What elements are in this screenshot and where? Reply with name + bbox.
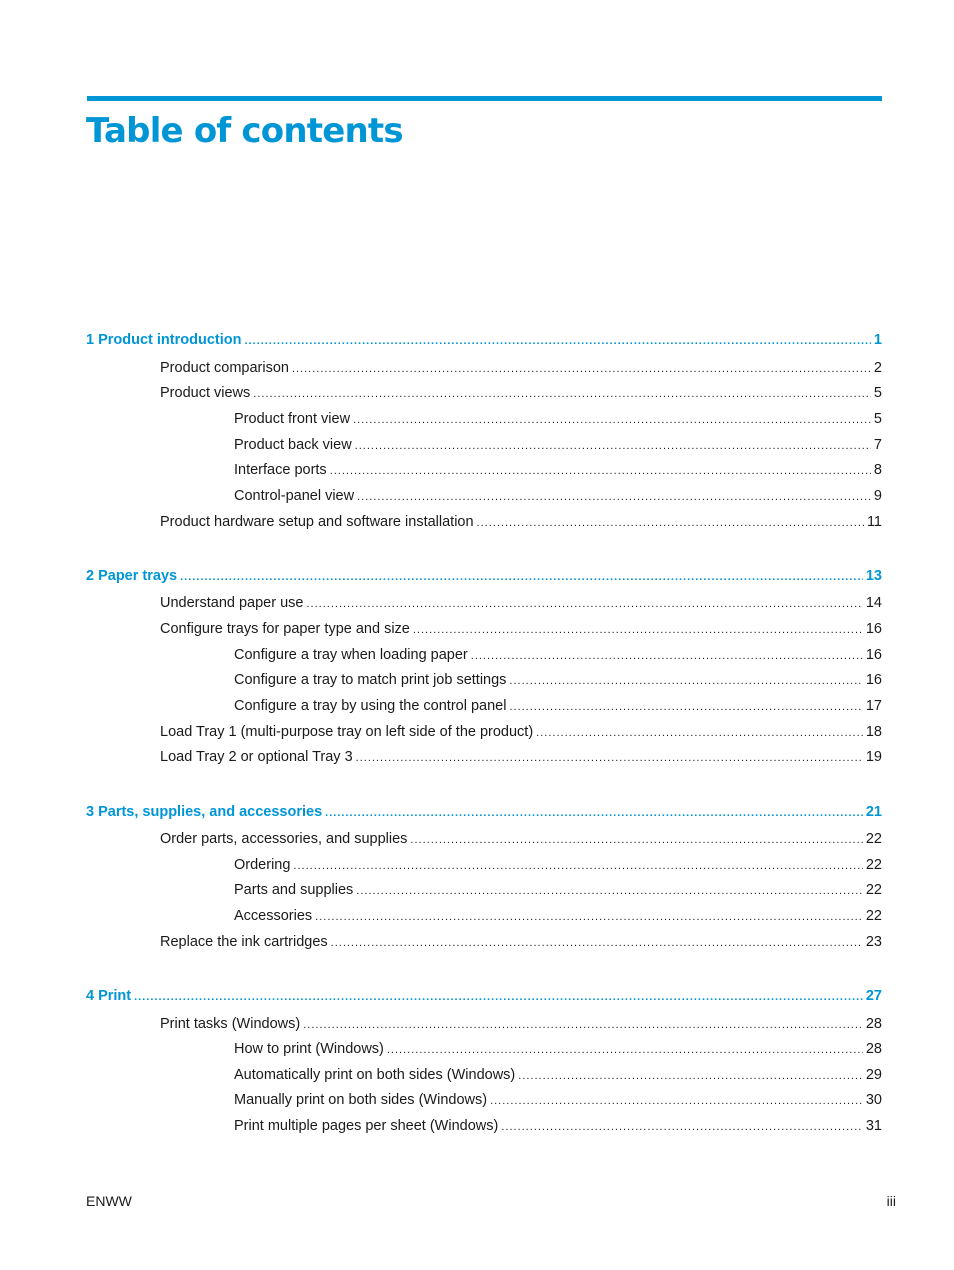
toc-entry-label: Configure a tray to match print job settings [234, 672, 507, 688]
dot-leader [293, 856, 862, 876]
toc-entry-label: Configure a tray when loading paper [234, 647, 468, 663]
toc-entry-label: Parts and supplies [234, 882, 354, 898]
dot-leader [244, 331, 870, 351]
toc-page-number: 1 [873, 332, 882, 348]
toc-entry-link[interactable] [234, 486, 882, 506]
toc-entry-link[interactable] [234, 880, 882, 900]
toc-entry-label: Product back view [234, 437, 352, 453]
toc-entry-label: Order parts, accessories, and supplies [160, 831, 408, 847]
toc-entry-label: 3 Parts, supplies, and accessories [86, 804, 323, 820]
toc-page-number: 5 [873, 385, 882, 401]
dot-leader [536, 723, 863, 743]
toc-entry-link[interactable] [234, 906, 882, 926]
title-rule [87, 96, 882, 101]
toc-entry-label: How to print (Windows) [234, 1041, 384, 1057]
dot-leader [134, 987, 863, 1007]
toc-entry-label: 4 Print [86, 988, 132, 1004]
toc-entry-link[interactable] [234, 645, 882, 665]
toc-page-number: 28 [865, 1041, 882, 1057]
toc-page-number: 22 [865, 882, 882, 898]
dot-leader [325, 803, 863, 823]
dot-leader [331, 933, 863, 953]
toc-page-number: 22 [865, 857, 882, 873]
dot-leader [357, 487, 871, 507]
toc-entry-link[interactable] [234, 435, 882, 455]
toc-page-number: 27 [865, 988, 882, 1004]
toc-page-number: 9 [873, 488, 882, 504]
toc-page-number: 13 [865, 568, 882, 584]
toc-page-number: 22 [865, 831, 882, 847]
toc-entry-label: Replace the ink cartridges [160, 934, 328, 950]
toc-chapter-link[interactable] [86, 802, 882, 822]
toc-page-number: 18 [865, 724, 882, 740]
toc-entry-label: Print multiple pages per sheet (Windows) [234, 1118, 499, 1134]
toc-entry-link[interactable] [160, 512, 882, 532]
toc-entry-link[interactable] [234, 1039, 882, 1059]
toc-page-number: 31 [865, 1118, 882, 1134]
toc-entry-label: Configure trays for paper type and size [160, 621, 410, 637]
dot-leader [518, 1066, 863, 1086]
toc-entry-label: Load Tray 1 (multi-purpose tray on left side of the product) [160, 724, 534, 740]
toc-entry-link[interactable] [160, 722, 882, 742]
dot-leader [471, 646, 863, 666]
toc-page-number: 8 [873, 462, 882, 478]
toc-entry-link[interactable] [160, 358, 882, 378]
toc-entry-link[interactable] [234, 1090, 882, 1110]
dot-leader [509, 697, 862, 717]
toc-page-number: 7 [873, 437, 882, 453]
toc-entry-label: Ordering [234, 857, 291, 873]
toc-entry-link[interactable] [234, 1116, 882, 1136]
dot-leader [355, 436, 871, 456]
toc-page-number: 23 [865, 934, 882, 950]
toc-entry-label: Interface ports [234, 462, 327, 478]
toc-entry-link[interactable] [160, 747, 882, 767]
toc-entry-label: Accessories [234, 908, 313, 924]
toc-page-number: 19 [865, 749, 882, 765]
toc-entry-link[interactable] [234, 409, 882, 429]
dot-leader [180, 567, 863, 587]
toc-entry-link[interactable] [160, 932, 882, 952]
toc-entry-link[interactable] [234, 1065, 882, 1085]
toc-entry-label: 1 Product introduction [86, 332, 242, 348]
toc-page-number: 14 [865, 595, 882, 611]
dot-leader [315, 907, 863, 927]
dot-leader [410, 830, 862, 850]
dot-leader [292, 359, 871, 379]
toc-entry-label: Product hardware setup and software installation [160, 514, 474, 530]
toc-entry-label: Automatically print on both sides (Windows) [234, 1067, 516, 1083]
dot-leader [353, 410, 871, 430]
toc-page-number: 29 [865, 1067, 882, 1083]
toc-entry-link[interactable] [234, 460, 882, 480]
dot-leader [413, 620, 863, 640]
dot-leader [387, 1040, 863, 1060]
dot-leader [253, 384, 871, 404]
toc-chapter-link[interactable] [86, 330, 882, 350]
toc-page-number: 11 [866, 514, 882, 530]
toc-entry-label: Product comparison [160, 360, 289, 376]
toc-entry-link[interactable] [160, 593, 882, 613]
dot-leader [501, 1117, 863, 1137]
dot-leader [303, 1015, 863, 1035]
toc-page-number: 16 [865, 621, 882, 637]
toc-entry-label: 2 Paper trays [86, 568, 178, 584]
toc-chapter-link[interactable] [86, 986, 882, 1006]
toc-entry-link[interactable] [160, 619, 882, 639]
dot-leader [509, 671, 862, 691]
toc-page-number: 30 [865, 1092, 882, 1108]
toc-entry-label: Manually print on both sides (Windows) [234, 1092, 488, 1108]
dot-leader [490, 1091, 863, 1111]
toc-page-number: 16 [865, 672, 882, 688]
toc-page-number: 22 [865, 908, 882, 924]
toc-chapter-link[interactable] [86, 566, 882, 586]
toc-entry-link[interactable] [160, 1014, 882, 1034]
toc-entry-label: Load Tray 2 or optional Tray 3 [160, 749, 353, 765]
toc-entry-label: Understand paper use [160, 595, 304, 611]
footer-page-number: iii [886, 1193, 896, 1209]
toc-entry-link[interactable] [234, 855, 882, 875]
toc-page-number: 16 [865, 647, 882, 663]
toc-entry-link[interactable] [234, 670, 882, 690]
dot-leader [356, 748, 863, 768]
toc-entry-link[interactable] [234, 696, 882, 716]
page-title: Table of contents [86, 111, 403, 151]
toc-page-number: 2 [873, 360, 882, 376]
dot-leader [330, 461, 871, 481]
toc-entry-label: Control-panel view [234, 488, 355, 504]
toc-entry-link[interactable] [160, 383, 882, 403]
footer-doc-code: ENWW [86, 1193, 132, 1209]
dot-leader [307, 594, 863, 614]
toc-entry-label: Configure a tray by using the control panel [234, 698, 507, 714]
toc-entry-link[interactable] [160, 829, 882, 849]
toc-entry-label: Print tasks (Windows) [160, 1016, 301, 1032]
toc-page-number: 21 [865, 804, 882, 820]
toc-entry-label: Product views [160, 385, 251, 401]
toc-entry-label: Product front view [234, 411, 351, 427]
toc-page-number: 28 [865, 1016, 882, 1032]
toc-page-number: 17 [865, 698, 882, 714]
dot-leader [356, 881, 863, 901]
dot-leader [477, 513, 864, 533]
toc-page-number: 5 [873, 411, 882, 427]
